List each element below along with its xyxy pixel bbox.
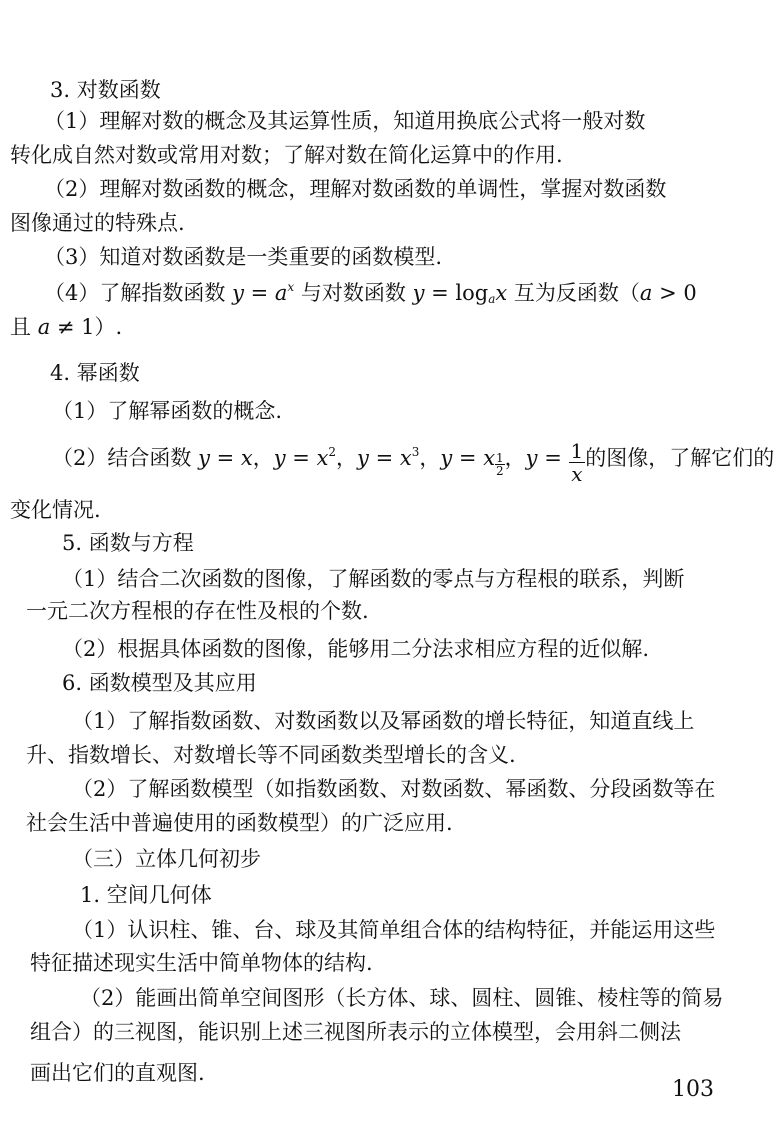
paragraph-line: 一元二次方程根的存在性及根的个数. <box>26 599 369 623</box>
paragraph-line: （3）知道对数函数是一类重要的函数模型. <box>44 245 443 269</box>
paragraph-line <box>10 314 122 340</box>
paragraph-line: 图像通过的特殊点. <box>10 211 185 235</box>
heading-function-models: 6. 函数模型及其应用 <box>62 671 257 695</box>
paragraph-line: （2）理解对数函数的概念，理解对数函数的单调性，掌握对数函数 <box>44 177 667 201</box>
text-segment: （4）了解指数函数 <box>44 281 226 305</box>
paragraph-line: （1）理解对数的概念及其运算性质，知道用换底公式将一般对数 <box>44 109 646 133</box>
formula-condition: a > 0 <box>639 281 697 305</box>
formula-condition: a ≠ 1）. <box>37 315 123 339</box>
paragraph-line: （2）能画出简单空间图形（长方体、球、圆柱、圆锥、棱柱等的简易 <box>80 986 724 1010</box>
text-segment: （2）结合函数 <box>52 446 192 470</box>
heading-solid-geometry: （三）立体几何初步 <box>72 847 261 871</box>
paragraph-line: 变化情况. <box>10 498 101 522</box>
heading-functions-and-equations: 5. 函数与方程 <box>62 531 194 555</box>
paragraph-line: 画出它们的直观图. <box>30 1061 205 1085</box>
paragraph-line: 特征描述现实生活中简单物体的结构. <box>30 951 373 975</box>
paragraph-line: 转化成自然对数或常用对数；了解对数在简化运算中的作用. <box>10 143 563 167</box>
text-segment: 且 <box>10 315 31 339</box>
heading-logarithmic-function: 3. 对数函数 <box>50 78 161 102</box>
paragraph-line: 组合）的三视图，能识别上述三视图所表示的立体模型，会用斜二侧法 <box>30 1020 681 1044</box>
formula-exponential: $y = a^x$ <box>232 280 295 305</box>
page-number: 103 <box>672 1077 714 1102</box>
paragraph-line: （2）根据具体函数的图像，能够用二分法求相应方程的近似解. <box>62 637 650 661</box>
paragraph-line: （1）了解指数函数、对数函数以及幂函数的增长特征，知道直线上 <box>72 709 695 733</box>
paragraph-line-inverse-functions <box>44 280 697 306</box>
paragraph-line: 社会生活中普遍使用的函数模型）的广泛应用. <box>26 811 453 835</box>
text-segment: 互为反函数（ <box>513 281 640 305</box>
paragraph-line: 升、指数增长、对数增长等不同函数类型增长的含义. <box>26 743 516 767</box>
text-segment: 与对数函数 <box>300 281 406 305</box>
paragraph-line: （2）了解函数模型（如指数函数、对数函数、幂函数、分段函数等在 <box>72 777 716 801</box>
paragraph-line: （1）了解幂函数的概念. <box>52 399 283 423</box>
heading-power-function: 4. 幂函数 <box>50 361 140 385</box>
text-segment: 的图像，了解它们的 <box>585 446 774 470</box>
heading-spatial-solids: 1. 空间几何体 <box>80 883 212 907</box>
paragraph-line: （1）认识柱、锥、台、球及其简单组合体的结构特征，并能运用这些 <box>72 918 716 942</box>
formula-logarithmic: $y = \log_ax$ <box>412 281 508 306</box>
formula-power-list: y = x，$y = x^2$，$y = x^3$，y = x $\frac{1}{2}$ ，y = $\frac{1}{x}$ <box>198 439 584 486</box>
paragraph-line: （1）结合二次函数的图像，了解函数的零点与方程根的联系，判断 <box>62 567 685 591</box>
paragraph-line-power-functions <box>52 440 774 485</box>
